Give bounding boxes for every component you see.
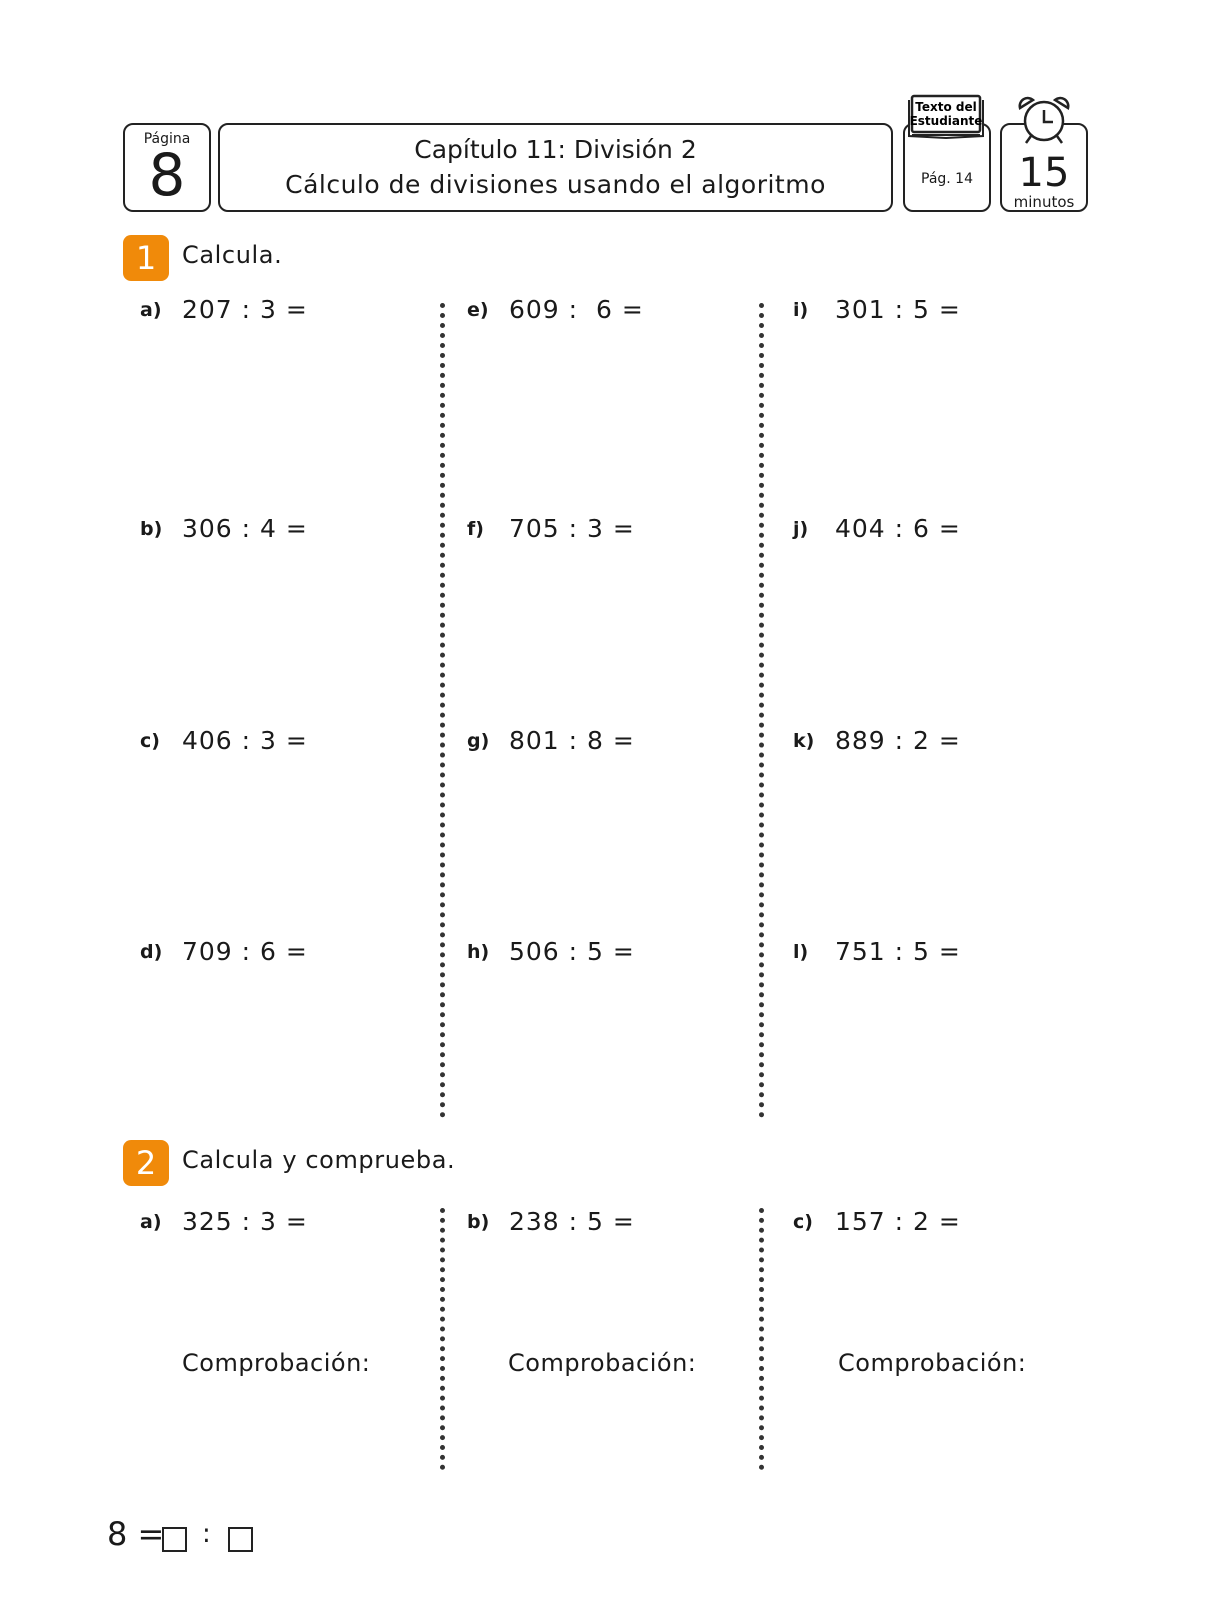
exercise-1a: a) 207 : 3 = xyxy=(140,295,308,324)
exercise-1d: d) 709 : 6 = xyxy=(140,937,308,966)
chapter-subtitle: Cálculo de divisiones usando el algoritmo xyxy=(285,170,826,199)
section-1-number: 1 xyxy=(123,235,169,281)
check-label-c: Comprobación: xyxy=(838,1349,1027,1377)
exercise-1c: c) 406 : 3 = xyxy=(140,726,308,755)
exercise-1i: i) 301 : 5 = xyxy=(793,295,961,324)
check-label-b: Comprobación: xyxy=(508,1349,697,1377)
check-label-a: Comprobación: xyxy=(182,1349,371,1377)
footer-operator: : xyxy=(202,1519,211,1549)
book-title-line2: Estudiante xyxy=(909,114,983,128)
answer-box[interactable] xyxy=(228,1527,253,1552)
exercise-1b: b) 306 : 4 = xyxy=(140,514,308,543)
exercise-2a: a) 325 : 3 = xyxy=(140,1207,308,1236)
column-divider xyxy=(759,303,764,1118)
section-1-title: Calcula. xyxy=(182,241,283,269)
footer-equation xyxy=(107,1515,164,1553)
chapter-title-box xyxy=(218,123,893,212)
exercise-1k: k) 889 : 2 = xyxy=(793,726,961,755)
page-number: 8 xyxy=(148,141,186,209)
exercise-1j: j) 404 : 6 = xyxy=(793,514,961,543)
exercise-1e: e) 609 : 6 = xyxy=(467,295,644,324)
exercise-1l: l) 751 : 5 = xyxy=(793,937,961,966)
time-unit: minutos xyxy=(1013,193,1075,211)
book-icon xyxy=(906,94,986,140)
student-text-page: Pág. 14 xyxy=(921,171,973,187)
page-number-box xyxy=(123,123,211,212)
page-label: Página xyxy=(143,131,191,147)
column-divider xyxy=(440,303,445,1118)
time-value: 15 xyxy=(1018,150,1070,196)
exercise-1h: h) 506 : 5 = xyxy=(467,937,635,966)
exercise-2b: b) 238 : 5 = xyxy=(467,1207,635,1236)
column-divider xyxy=(759,1208,764,1470)
answer-box[interactable] xyxy=(162,1527,187,1552)
alarm-clock-icon xyxy=(1015,96,1073,146)
section-2-number: 2 xyxy=(123,1140,169,1186)
exercise-1f: f) 705 : 3 = xyxy=(467,514,635,543)
book-title-line1: Texto del xyxy=(915,100,977,114)
chapter-title: Capítulo 11: División 2 xyxy=(414,135,697,164)
column-divider xyxy=(440,1208,445,1470)
exercise-1g: g) 801 : 8 = xyxy=(467,726,635,755)
footer-lhs: 8 = xyxy=(107,1515,165,1553)
section-2-title: Calcula y comprueba. xyxy=(182,1146,456,1174)
exercise-2c: c) 157 : 2 = xyxy=(793,1207,961,1236)
